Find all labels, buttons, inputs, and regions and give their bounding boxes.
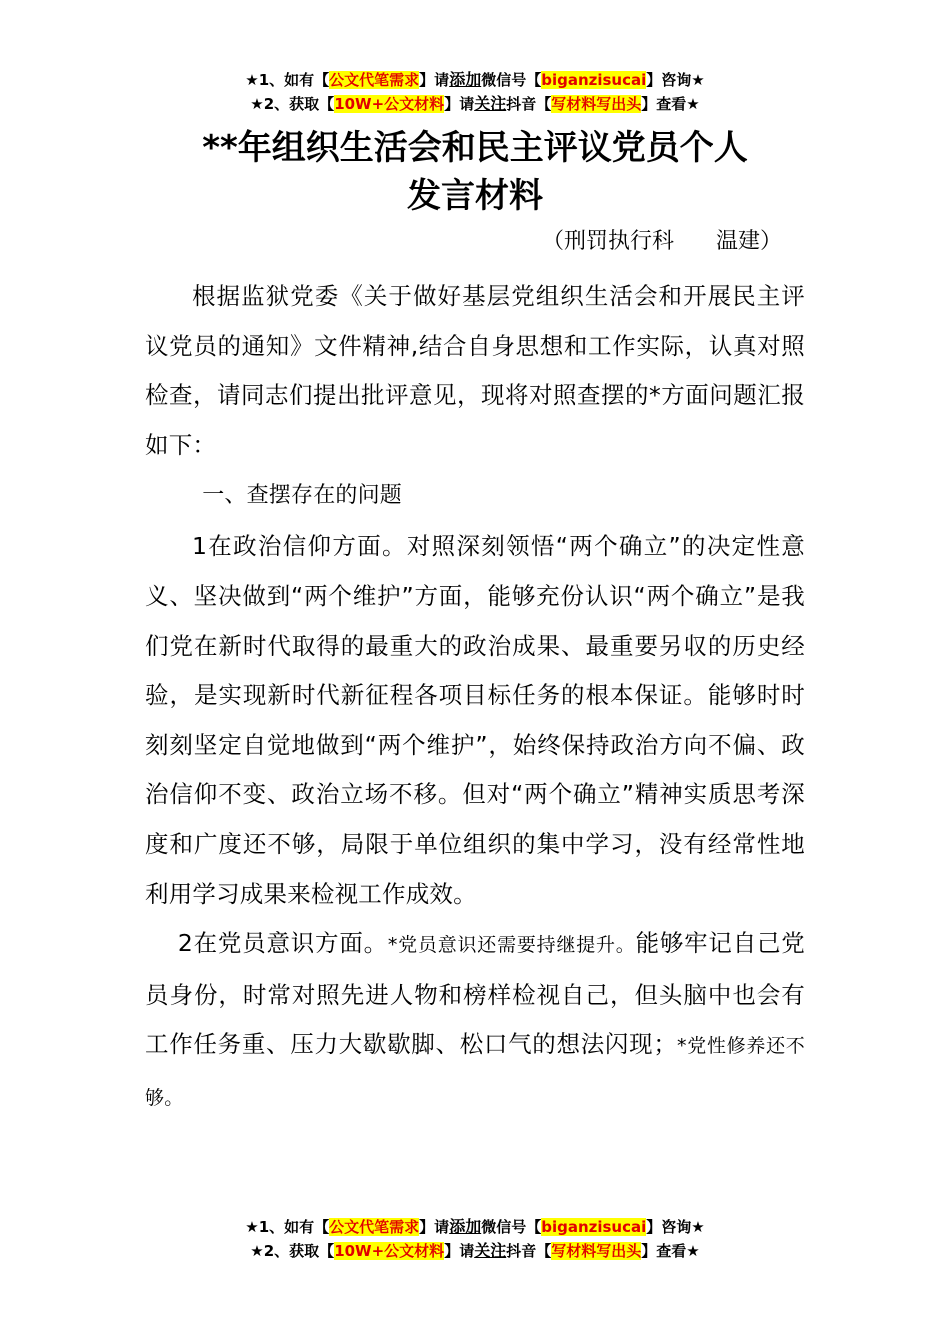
- promo-text: 】查看★: [641, 95, 700, 113]
- promo-highlight: 10W+公文材料: [334, 95, 445, 113]
- promo-text: ★1、如有【: [245, 1218, 330, 1236]
- promo-text: ★2、获取【: [250, 1242, 335, 1260]
- item-2-paragraph: [145, 919, 805, 1123]
- promo-text: 】请: [419, 1218, 450, 1236]
- promo-text: ★1、如有【: [245, 71, 330, 89]
- promo-line-2: [0, 1239, 950, 1263]
- promo-douyin-name: 写材料写出头: [551, 95, 642, 113]
- promo-text: 微信号【: [481, 71, 542, 89]
- promo-text: ★2、获取【: [250, 95, 335, 113]
- item-2-subpoint: *党员意识还需要持继提升。: [387, 934, 636, 957]
- promo-line-2: [0, 92, 950, 116]
- promo-text: 】查看★: [641, 1242, 700, 1260]
- item-2-body: 能够牢记自己党员身份，时常对照先进人物和榜样检视自己，但头脑中也会有工作任务重、压力大歇歇脚、松口气的想法闪现；: [145, 929, 805, 1059]
- promo-text: 】请: [444, 95, 475, 113]
- promo-emphasis: 添加: [449, 1217, 482, 1236]
- item-2-subpoint: *党性修养还不够。: [145, 1035, 805, 1109]
- document-title: [0, 124, 950, 220]
- promo-line-1: [0, 1215, 950, 1239]
- section-heading: 一、查摆存在的问题: [202, 483, 402, 509]
- promo-banner-top: [0, 68, 950, 116]
- promo-text: 】咨询★: [646, 1218, 705, 1236]
- item-1-paragraph: 1在政治信仰方面。对照深刻领悟“两个确立”的决定性意义、坚决做到“两个维护”方面，能够充份认识“两个确立”是我们党在新时代取得的最重大的政治成果、最重要另収的历史经验，是实现新时代新征程各项目标任务的根本保证。能够时时刻刻坚定自觉地做到“两个维护”，始终保持政治方向不偏、政治信仰不变、政治立场不移。但对“两个确立”精神实质思考深度和广度还不够，局限于单位组织的集中学习，没有经常性地利用学习成果来检视工作成效。: [145, 532, 805, 908]
- item-2-lead: 2在党员意识方面。: [177, 929, 388, 958]
- promo-wechat-id: biganzisucai: [541, 1218, 647, 1236]
- promo-line-1: [0, 68, 950, 92]
- intro-paragraph: 根据监狱党委《关于做好基层党组织生活会和开展民主评议党员的通知》文件精神,结合自身思想和工作实际，认真对照检查，请同志们提出批评意见，现将对照查摆的*方面问题汇报如下：: [145, 282, 805, 459]
- promo-text: 】请: [444, 1242, 475, 1260]
- promo-highlight: 公文代笔需求: [329, 1218, 420, 1236]
- promo-wechat-id: biganzisucai: [541, 71, 647, 89]
- promo-highlight: 10W+公文材料: [334, 1242, 445, 1260]
- title-line-2: 发言材料: [407, 176, 543, 216]
- promo-banner-bottom: [0, 1215, 950, 1263]
- author-line: （刑罚执行科 温建）: [542, 229, 782, 254]
- promo-emphasis: 关注: [474, 1241, 507, 1260]
- promo-douyin-name: 写材料写出头: [551, 1242, 642, 1260]
- promo-text: 】咨询★: [646, 71, 705, 89]
- promo-emphasis: 关注: [474, 94, 507, 113]
- title-line-1: **年组织生活会和民主评议党员个人: [202, 128, 748, 168]
- document-body: [145, 272, 805, 1124]
- promo-text: 】请: [419, 71, 450, 89]
- promo-highlight: 公文代笔需求: [329, 71, 420, 89]
- promo-emphasis: 添加: [449, 70, 482, 89]
- promo-text: 抖音【: [506, 1242, 552, 1260]
- promo-text: 抖音【: [506, 95, 552, 113]
- promo-text: 微信号【: [481, 1218, 542, 1236]
